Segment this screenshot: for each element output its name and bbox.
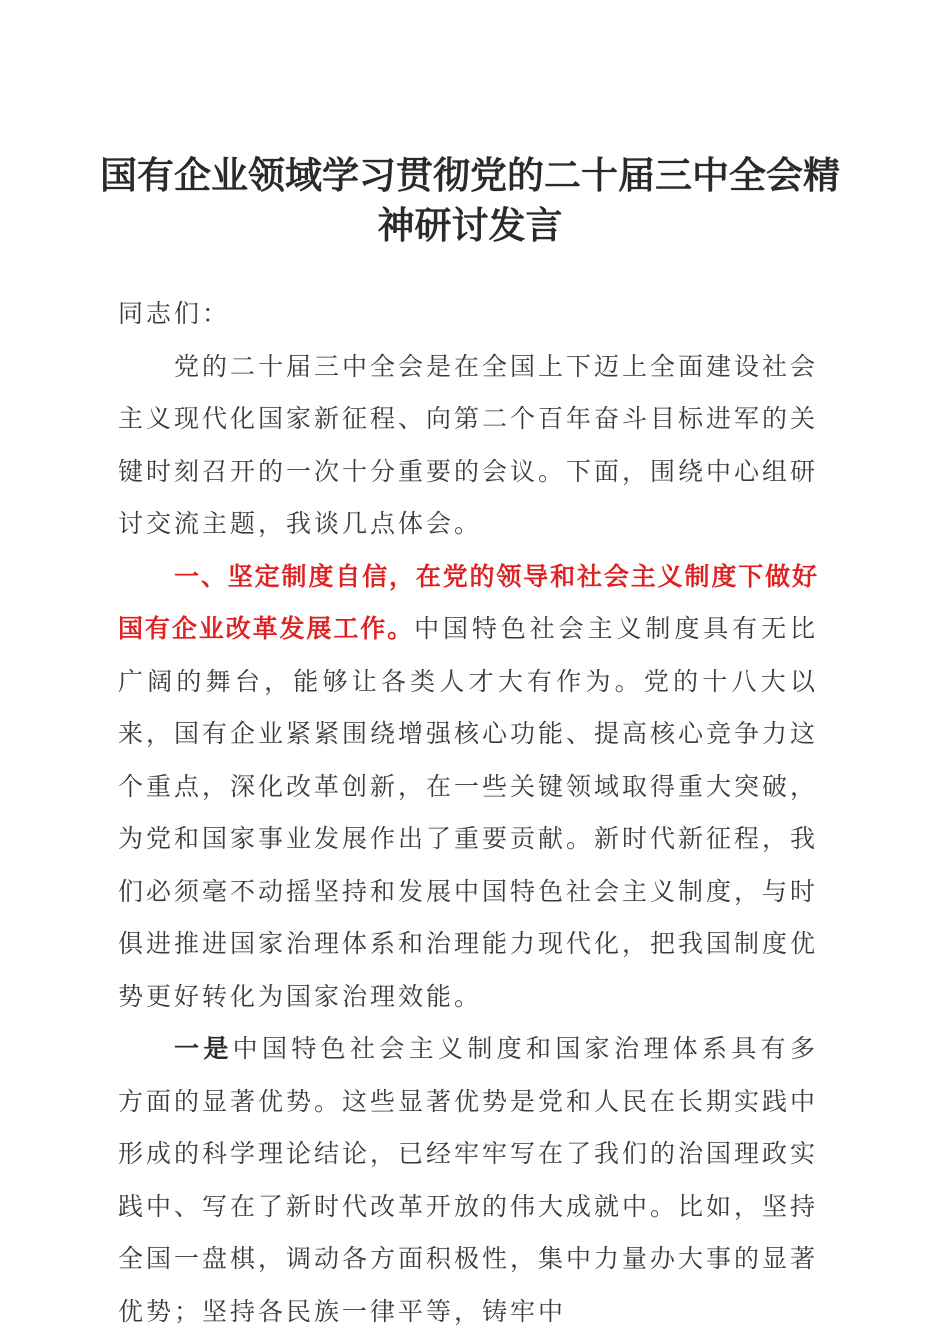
point-1-lead: 一是 [174, 1034, 233, 1063]
salutation: 同志们： [118, 299, 231, 328]
point-1-paragraph [118, 1023, 818, 1338]
point-1-body: 中国特色社会主义制度和国家治理体系具有多方面的显著优势。这些显著优势是党和人民在长期实践中形成的科学理论结论，已经牢牢写在了我们的治国理政实践中、写在了新时代改革开放的伟大成就中。比如，坚持全国一盘棋，调动各方面积极性，集中力量办大事的显著优势；坚持各民族一律平等，铸牢中 [118, 1034, 819, 1326]
section-1-paragraph [118, 551, 818, 1024]
intro-paragraph: 党的二十届三中全会是在全国上下迈上全面建设社会主义现代化国家新征程、向第二个百年奋斗目标进军的关键时刻召开的一次十分重要的会议。下面，围绕中心组研讨交流主题，我谈几点体会。 [118, 351, 819, 538]
section-1-heading: 一、坚定制度自信，在党的领导和社会主义制度下做好国有企业改革发展工作。 [118, 561, 818, 643]
section-1-body: 中国特色社会主义制度具有无比广阔的舞台，能够让各类人才大有作为。党的十八大以来，国有企业紧紧围绕增强核心功能、提高核心竞争力这个重点，深化改革创新，在一些关键领域取得重大突破，为党和国家事业发展作出了重要贡献。新时代新征程，我们必须毫不动摇坚持和发展中国特色社会主义制度，与时俱进推进国家治理体系和治理能力现代化，把我国制度优势更好转化为国家治理效能。 [118, 614, 819, 1011]
document-title: 国有企业领域学习贯彻党的二十届三中全会精神研讨发言 [100, 153, 840, 247]
document-body [118, 288, 818, 1338]
